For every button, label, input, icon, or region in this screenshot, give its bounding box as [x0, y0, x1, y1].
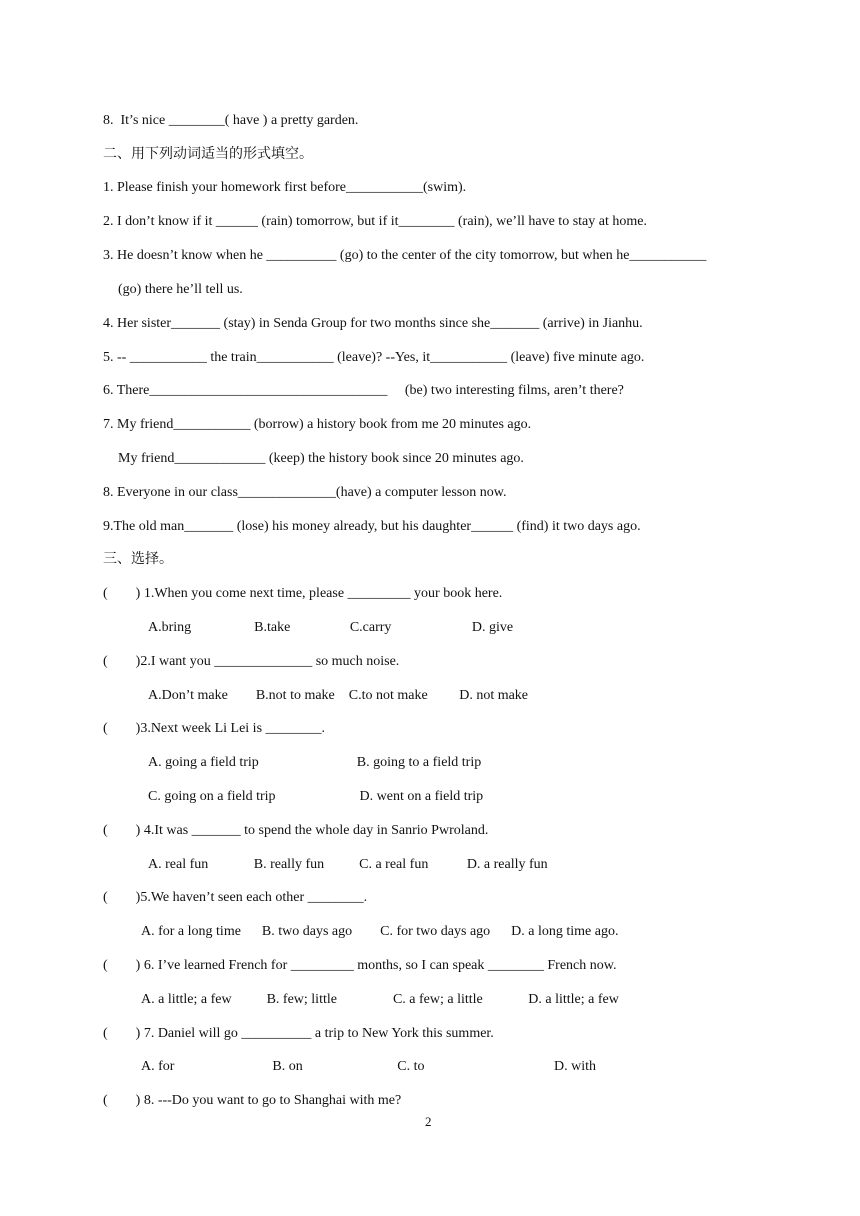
question-line: ( ) 1.When you come next time, please _________ your book here.: [103, 586, 503, 601]
question-line: ( )2.I want you ______________ so much noise.: [103, 654, 400, 669]
question-line: ( ) 8. ---Do you want to go to Shanghai with me?: [103, 1093, 402, 1108]
option-line: A. real fun B. really fun C. a real fun D. a really fun: [148, 857, 548, 872]
section-heading: 三、选择。: [103, 552, 173, 567]
question-line: ( ) 7. Daniel will go __________ a trip to New York this summer.: [103, 1026, 494, 1041]
section-heading: 二、用下列动词适当的形式填空。: [103, 147, 313, 162]
text-line: 7. My friend___________ (borrow) a history book from me 20 minutes ago.: [103, 417, 532, 432]
option-line: A.Don’t make B.not to make C.to not make D. not make: [148, 688, 529, 703]
text-line: 1. Please finish your homework first before___________(swim).: [103, 180, 467, 195]
option-line: C. going on a field trip D. went on a field trip: [148, 789, 484, 804]
text-line: 9.The old man_______ (lose) his money already, but his daughter______ (find) it two days ago.: [103, 519, 641, 534]
option-line: A. for B. on C. to D. with: [141, 1059, 596, 1074]
text-line: 8. It’s nice ________( have ) a pretty garden.: [103, 113, 359, 128]
option-line: A. a little; a few B. few; little C. a few; a little D. a little; a few: [141, 992, 619, 1007]
text-line: 3. He doesn’t know when he __________ (go) to the center of the city tomorrow, but when he___________: [103, 248, 707, 263]
option-line: A.bring B.take C.carry D. give: [148, 620, 514, 635]
page-number: 2: [425, 1114, 432, 1129]
question-line: ( )5.We haven’t seen each other ________.: [103, 890, 368, 905]
text-line: 5. -- ___________ the train___________ (leave)? --Yes, it___________ (leave) five minute ago.: [103, 350, 645, 365]
option-line: A. going a field trip B. going to a field trip: [148, 755, 482, 770]
text-line: 2. I don’t know if it ______ (rain) tomorrow, but if it________ (rain), we’ll have to stay at home.: [103, 214, 647, 229]
question-line: ( ) 4.It was _______ to spend the whole day in Sanrio Pwroland.: [103, 823, 489, 838]
text-line: 4. Her sister_______ (stay) in Senda Group for two months since she_______ (arrive) in Jianhu.: [103, 316, 643, 331]
text-line: 8. Everyone in our class______________(have) a computer lesson now.: [103, 485, 507, 500]
text-line: 6. There__________________________________ (be) two interesting films, aren’t there?: [103, 383, 624, 398]
option-line: A. for a long time B. two days ago C. for two days ago D. a long time ago.: [141, 924, 619, 939]
text-line: My friend_____________ (keep) the history book since 20 minutes ago.: [118, 451, 524, 466]
question-line: ( ) 6. I’ve learned French for _________ months, so I can speak ________ French now.: [103, 958, 617, 973]
text-line: (go) there he’ll tell us.: [118, 282, 243, 297]
question-line: ( )3.Next week Li Lei is ________.: [103, 721, 326, 736]
